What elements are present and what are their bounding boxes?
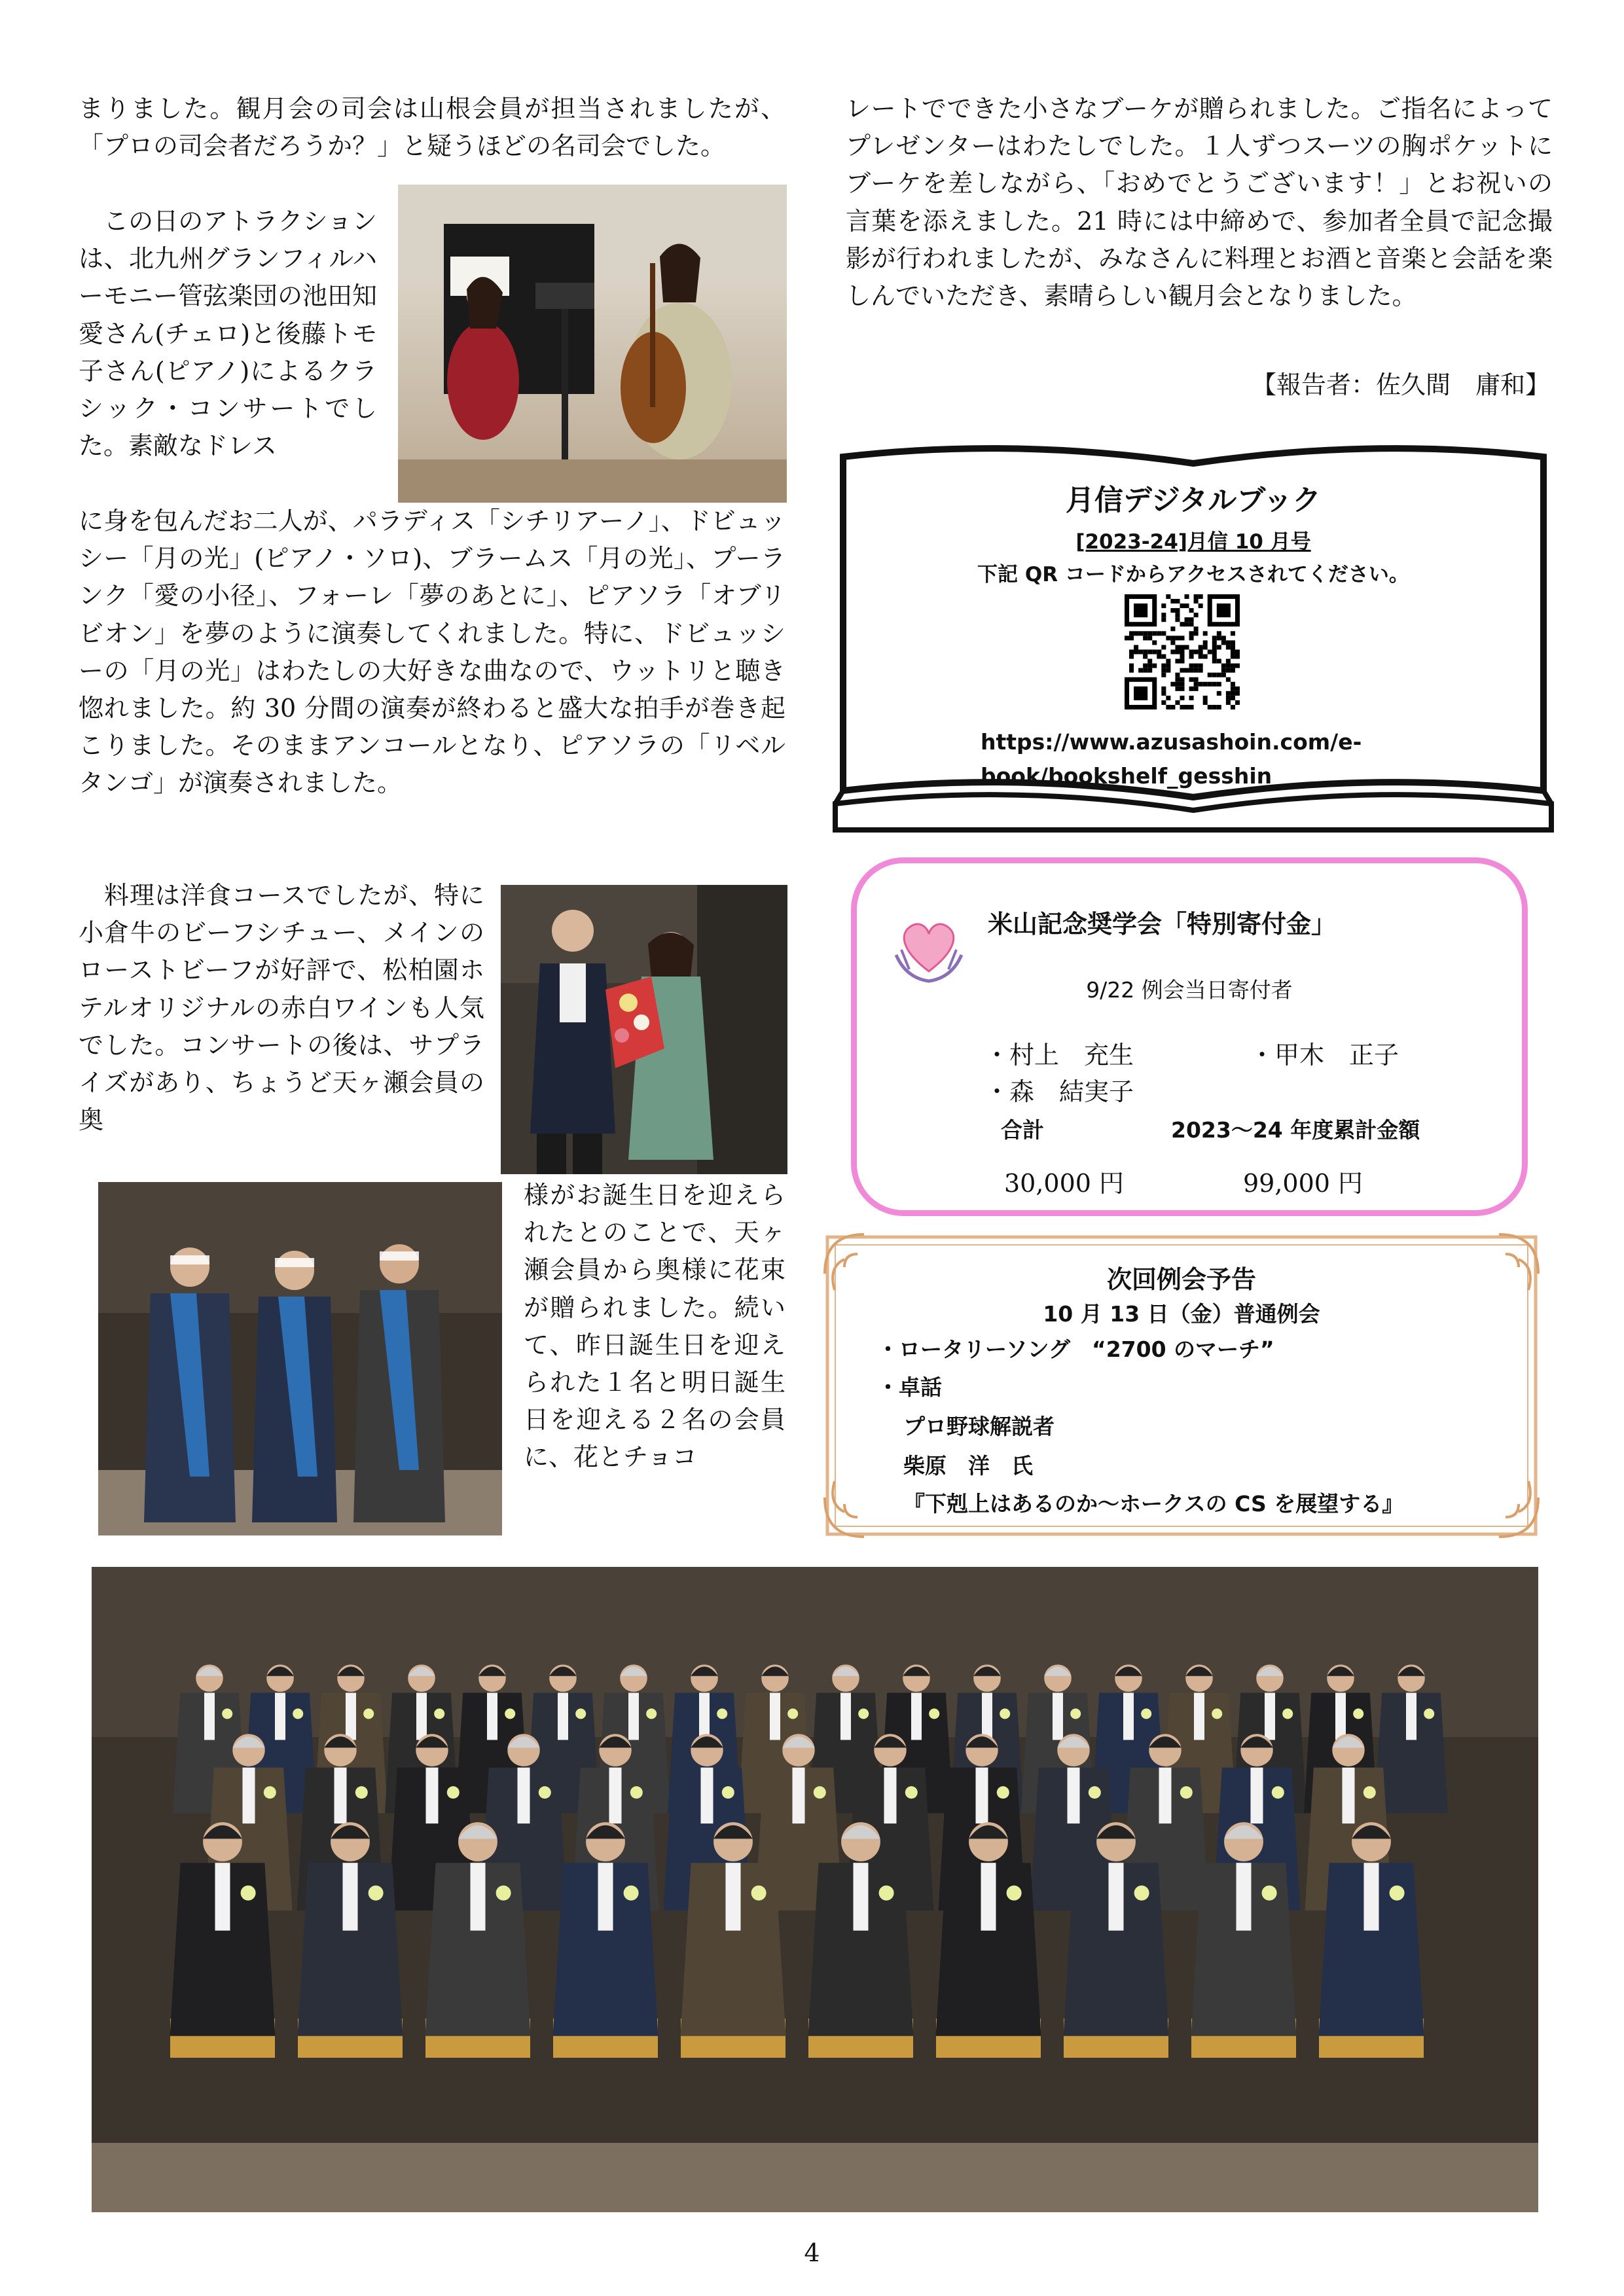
next-meeting-date: 10 月 13 日（金）普通例会	[1043, 1301, 1320, 1327]
article-paragraph-concert: に身を包んだお二人が、パラディス「シチリアーノ」、ドビュッシー「月の光」(ピアノ・ソロ)、ブラームス「月の光」、プーランク「愛の小径」、フォーレ「夢のあとに」、ピアソラ「オブリビオン」を夢のように演奏してくれました。特に、ドビュッシーの「月の光」はわたしの大好きな曲なので、ウットリと聴き惚れました。約 30 分間の演奏が終わると盛大な拍手が巻き起こりました。そのままアンコールとなり、ピアソラの「リベルタンゴ」が演奏されました。	[79, 507, 785, 798]
qr-code-pattern	[1125, 594, 1240, 709]
next-meeting-talk: ・卓話	[877, 1374, 942, 1400]
digital-book-instruction: 下記 QR コードからアクセスされてください。	[977, 563, 1409, 586]
qr-code[interactable]	[1125, 594, 1240, 709]
digital-book-url-line2: book/bookshelf_gesshin	[981, 763, 1272, 789]
fellowship-photo-illustration	[98, 1182, 502, 1535]
bouquet-presentation-photo	[501, 885, 787, 1174]
page-number: 4	[804, 2238, 820, 2267]
article-paragraph-attraction: この日のアトラクションは、北九州グランフィルハーモニー管弦楽団の池田知愛さん(チェロ)と後藤トモ子さん(ピアノ)によるクラシック・コンサートでした。素敵なドレス	[79, 207, 378, 461]
donor-3: ・森 結実子	[984, 1077, 1134, 1106]
article-paragraph-surprise: 様がお誕生日を迎えられたとのことで、天ヶ瀬会員から奥様に花束が贈られました。続いて、昨日誕生日を迎えられた１名と明日誕生日を迎える２名の会員に、花とチョコ	[524, 1181, 785, 1472]
digital-book-url[interactable]	[981, 725, 1478, 793]
donation-panel	[851, 857, 1528, 1216]
article-paragraph-conclusion: レートでできた小さなブーケが贈られました。ご指名によってプレゼンターはわたしでした。１人ずつスーツの胸ポケットにブーケを差しながら、「おめでとうございます！」とお祝いの言葉を添えました。21 時には中締めで、参加者全員で記念撮影が行われましたが、みなさんに料理とお酒と音楽と会話を楽しんでいただき、素晴らしい観月会となりました。	[846, 94, 1553, 311]
talk-topic: 『下剋上はあるのか～ホークスの CS を展望する』	[903, 1491, 1404, 1516]
next-meeting-panel	[818, 1228, 1545, 1543]
digital-book-panel	[830, 437, 1557, 835]
donation-subtitle: 9/22 例会当日寄付者	[1086, 977, 1293, 1003]
group-photo-illustration	[92, 1567, 1538, 2212]
next-meeting-title: 次回例会予告	[1106, 1265, 1256, 1294]
bouquet-photo-illustration	[501, 885, 787, 1174]
donation-cumulative-label: 2023～24 年度累計金額	[1171, 1117, 1420, 1143]
next-meeting-song: ・ロータリーソング “2700 のマーチ”	[877, 1336, 1274, 1362]
donation-total-value: 30,000 円	[1004, 1169, 1125, 1198]
concert-photo	[398, 185, 787, 503]
donor-1: ・村上 充生	[984, 1041, 1134, 1069]
donation-cumulative-value: 99,000 円	[1243, 1169, 1363, 1198]
article-paragraph-dinner: 料理は洋食コースでしたが、特に小倉牛のビーフシチュー、メインのローストビーフが好評で、松柏園ホテルオリジナルの赤白ワインも人気でした。コンサートの後は、サプライズがあり、ちょうど天ヶ瀬会員の奥	[79, 881, 484, 1135]
speaker-role: プロ野球解説者	[903, 1414, 1055, 1439]
digital-book-issue: [2023-24]月信 10 月号	[1075, 530, 1311, 554]
donation-title: 米山記念奨学会「特別寄付金」	[988, 910, 1337, 939]
speaker-name: 柴原 洋 氏	[903, 1453, 1033, 1479]
fellowship-members-photo	[98, 1182, 502, 1535]
donor-2: ・甲木 正子	[1250, 1041, 1399, 1069]
reporter-credit: 【報告者：佐久間 庸和】	[1251, 370, 1550, 399]
donation-total-label: 合計	[1001, 1117, 1044, 1143]
group-commemorative-photo	[92, 1567, 1538, 2212]
concert-photo-illustration	[398, 185, 787, 503]
digital-book-title: 月信デジタルブック	[1065, 484, 1322, 517]
article-paragraph-intro: まりました。観月会の司会は山根会員が担当されましたが、「プロの司会者だろうか？」と疑うほどの名司会でした。	[79, 94, 785, 161]
digital-book-url-line1: https://www.azusashoin.com/e-	[981, 729, 1362, 755]
